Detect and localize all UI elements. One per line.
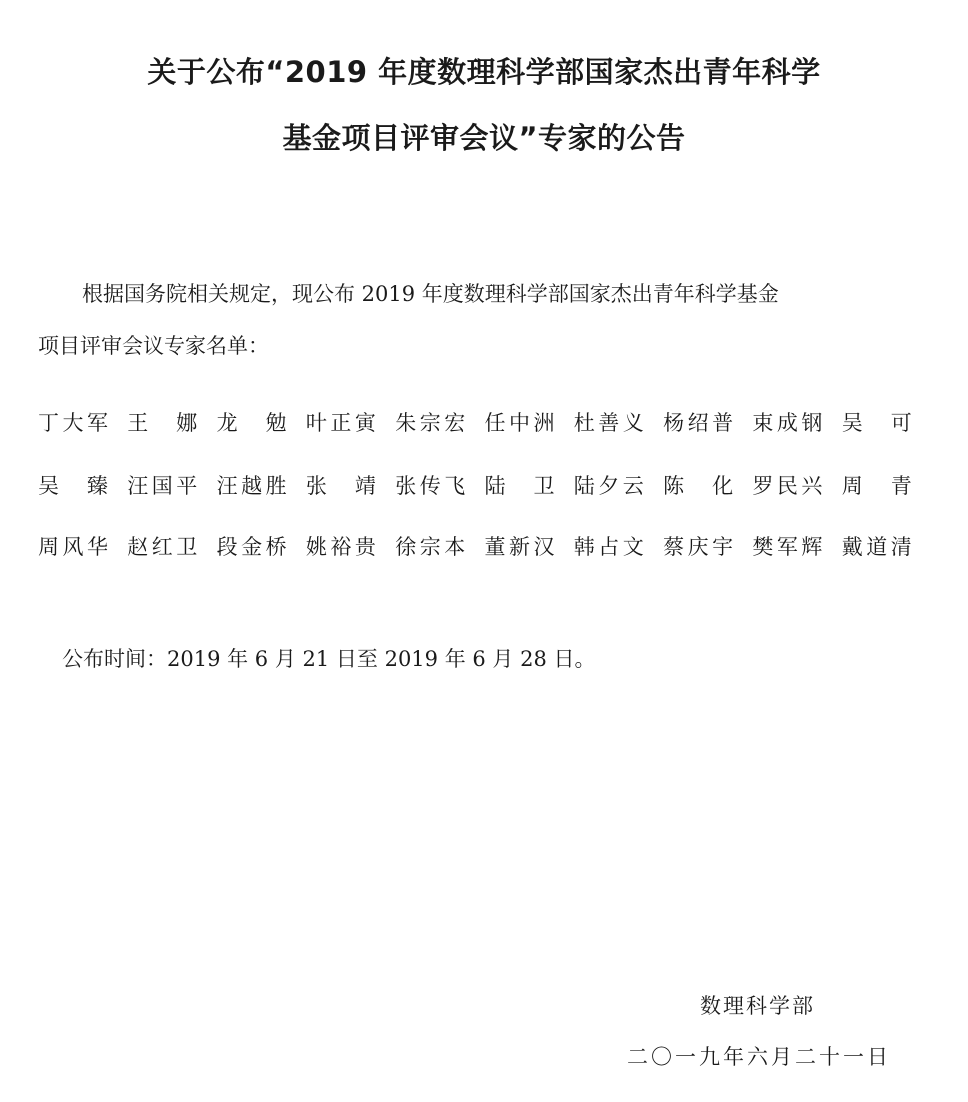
expert-name: 杨 绍 普 (663, 411, 734, 435)
intro-paragraph-line-1: 根据国务院相关规定，现公布 2019 年度数理科学部国家杰出青年科学基金 (82, 282, 779, 306)
publication-time: 公布时间：2019 年 6 月 21 日至 2019 年 6 月 28 日。 (62, 647, 596, 671)
expert-name: 朱 宗 宏 (395, 411, 466, 435)
expert-name: 段 金 桥 (216, 535, 287, 559)
expert-name: 吴 可 (841, 411, 912, 435)
expert-name: 陆 卫 (484, 474, 555, 498)
signature-date: 二〇一九年六月二十一日 (627, 1045, 891, 1069)
expert-name: 陆 夕 云 (573, 474, 644, 498)
expert-name: 叶 正 寅 (305, 411, 376, 435)
expert-name: 樊 军 辉 (752, 535, 823, 559)
title-line-2: 基金项目评审会议”专家的公告 (282, 121, 686, 155)
expert-name: 任 中 洲 (484, 411, 555, 435)
expert-name: 周 青 (841, 474, 912, 498)
expert-name: 汪 国 平 (127, 474, 198, 498)
expert-name: 丁 大 军 (38, 411, 108, 435)
expert-name: 姚 裕 贵 (305, 535, 376, 559)
expert-name: 吴 臻 (38, 474, 108, 498)
expert-row-1 (38, 407, 928, 437)
expert-name: 戴 道 清 (841, 535, 912, 559)
signature-department: 数理科学部 (700, 994, 815, 1018)
expert-name: 徐 宗 本 (395, 535, 466, 559)
expert-row-2 (38, 470, 928, 500)
expert-name: 汪 越 胜 (216, 474, 287, 498)
intro-paragraph-line-2: 项目评审会议专家名单： (38, 334, 269, 358)
expert-name: 束 成 钢 (752, 411, 823, 435)
expert-name: 罗 民 兴 (752, 474, 823, 498)
title-line-1: 关于公布“2019 年度数理科学部国家杰出青年科学 (147, 55, 821, 89)
expert-name: 董 新 汉 (484, 535, 555, 559)
expert-name: 杜 善 义 (573, 411, 644, 435)
expert-name: 蔡 庆 宇 (663, 535, 734, 559)
expert-name: 王 娜 (127, 411, 198, 435)
expert-name: 张 传 飞 (395, 474, 466, 498)
expert-name: 陈 化 (663, 474, 734, 498)
expert-name: 韩 占 文 (573, 535, 644, 559)
expert-name: 周 风 华 (38, 535, 108, 559)
expert-name: 龙 勉 (216, 411, 287, 435)
expert-name: 赵 红 卫 (127, 535, 198, 559)
expert-row-3 (38, 531, 928, 561)
expert-name: 张 靖 (305, 474, 376, 498)
